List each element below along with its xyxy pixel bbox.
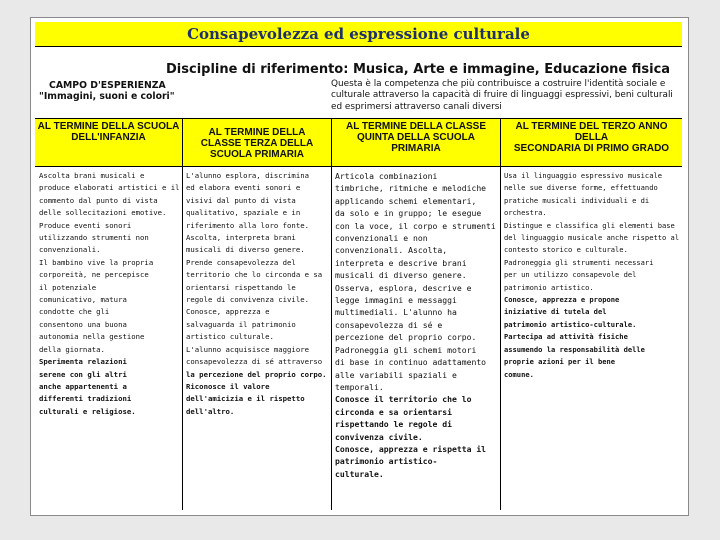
table-line: per un utilizzo consapevole del <box>504 270 637 280</box>
table-line: da solo e in gruppo; le esegue <box>335 208 482 219</box>
column-body-quinta <box>335 170 499 480</box>
table-line: Conosce il territorio che lo <box>335 394 472 405</box>
table-line: contesto storico e culturale. <box>504 245 628 255</box>
column-body-infanzia <box>39 170 181 418</box>
table-line: Produce eventi sonori <box>39 220 132 230</box>
table-line: Riconosce il valore <box>186 381 270 391</box>
table-line: Conosce, apprezza e <box>186 307 270 317</box>
column-divider <box>500 118 501 510</box>
table-line: delle sollecitazioni emotive. <box>39 208 167 218</box>
table-line: convenzionali. Ascolta, <box>335 245 448 256</box>
column-divider <box>182 118 183 510</box>
table-line: Il bambino vive la propria <box>39 257 154 267</box>
table-line: Conosce, apprezza e rispetta il <box>335 443 487 454</box>
table-line: L'alunno esplora, discrimina <box>186 171 310 180</box>
table-line: musicali di diverso genere. <box>186 245 305 255</box>
table-line: della giornata. <box>39 344 105 354</box>
column-body-terza <box>186 170 330 418</box>
table-line: timbriche, ritmiche e melodiche <box>335 183 487 194</box>
table-line: musicali di diverso genere. <box>335 270 467 281</box>
table-line: Prende consapevolezza del <box>186 257 296 267</box>
column-header-terza: AL TERMINE DELLA CLASSE TERZA DELLA SCUOLA PRIMARIA <box>183 118 331 167</box>
table-line: convenzionali. <box>39 245 101 255</box>
table-line: artistico culturale. <box>186 332 274 342</box>
table-line: temporali. <box>335 381 384 392</box>
table-line: alle variabili spaziali e <box>335 369 457 380</box>
campo-subtitle: "Immagini, suoni e colori" <box>39 91 175 102</box>
table-line: convenzionali e non <box>335 233 428 244</box>
table-line: Ascolta, interpreta brani <box>186 233 296 243</box>
table-line: salvaguarda il patrimonio <box>186 319 296 329</box>
table-line: patrimonio artistico. <box>504 282 594 292</box>
table-line: comunicativo, matura <box>39 295 127 305</box>
table-line: visivi dal punto di vista <box>186 195 296 205</box>
table-line: Articola combinazioni <box>335 171 438 181</box>
table-line: regole di convivenza civile. <box>186 295 310 305</box>
table-line: applicando schemi elementari, <box>335 195 477 206</box>
competence-table <box>35 118 682 510</box>
table-line: nelle sue diverse forme, effettuando <box>504 183 658 193</box>
table-line: riferimento alla loro fonte. <box>186 220 310 230</box>
disciplines-subtitle: Discipline di riferimento: Musica, Arte e immagine, Educazione fisica <box>166 62 671 77</box>
column-divider <box>331 118 332 510</box>
table-line: Padroneggia gli schemi motori <box>335 344 477 355</box>
table-line: Ascolta brani musicali e <box>39 171 145 180</box>
table-line: proprie azioni per il bene <box>504 357 616 367</box>
table-line: autonomia nella gestione <box>39 332 145 342</box>
competence-description <box>331 79 686 113</box>
table-line: anche appartenenti a <box>39 381 127 391</box>
table-line: dell'amicizia e il rispetto <box>186 394 305 404</box>
document-page <box>30 17 689 516</box>
table-line: orchestra. <box>504 208 547 218</box>
table-line: patrimonio artistico- <box>335 456 438 467</box>
table-line: utilizzando strumenti non <box>39 233 149 243</box>
table-line: Partecipa ad attività fisiche <box>504 332 628 342</box>
table-line: orientarsi rispettando le <box>186 282 296 292</box>
table-line: pratiche musicali individuali e di <box>504 195 650 205</box>
campo-title: CAMPO D'ESPERIENZA <box>49 80 166 91</box>
table-line: Conosce, apprezza e propone <box>504 295 620 305</box>
table-line: Sperimenta relazioni <box>39 357 127 367</box>
column-header-infanzia: AL TERMINE DELLA SCUOLA DELL'INFANZIA <box>35 118 182 167</box>
table-line: territorio che lo circonda e sa <box>186 270 323 280</box>
table-line: il potenziale <box>39 282 97 292</box>
table-line: comune. <box>504 369 534 379</box>
table-line: culturale. <box>335 468 384 479</box>
description-line: Questa è la competenza che più contribuisce a costruire l'identità sociale e <box>331 79 666 89</box>
table-line: consapevolezza di sé e <box>335 319 443 330</box>
campo-esperienza <box>39 80 209 102</box>
table-line: ed elabora eventi sonori e <box>186 183 301 193</box>
table-line: qualitativo, spaziale e in <box>186 208 301 218</box>
table-line: Osserva, esplora, descrive e <box>335 282 472 293</box>
table-line: consentono una buona <box>39 319 127 329</box>
table-line: produce elaborati artistici e il <box>39 183 180 193</box>
table-line: Usa il linguaggio espressivo musicale <box>504 171 663 180</box>
table-line: L'alunno acquisisce maggiore <box>186 344 310 354</box>
table-line: consapevolezza di sé attraverso <box>186 357 323 367</box>
table-line: condotte che gli <box>39 307 110 317</box>
table-line: con la voce, il corpo e strumenti <box>335 220 496 231</box>
table-line: patrimonio artistico-culturale. <box>504 319 637 329</box>
table-line: assumendo la responsabilità delle <box>504 344 645 354</box>
column-header-quinta: AL TERMINE DELLA CLASSE QUINTA DELLA SCUOLA PRIMARIA <box>332 118 500 167</box>
table-line: differenti tradizioni <box>39 394 132 404</box>
table-line: commento dal punto di vista <box>39 195 158 205</box>
table-line: dell'altro. <box>186 406 235 416</box>
table-line: rispettando le regole di <box>335 419 452 430</box>
table-line: iniziative di tutela del <box>504 307 607 317</box>
table-line: convivenza civile. <box>335 431 423 442</box>
table-line: serene con gli altri <box>39 369 127 379</box>
table-line: multimediali. L'alunno ha <box>335 307 457 318</box>
table-line: del linguaggio musicale anche rispetto al <box>504 233 680 243</box>
description-line: ed esprimersi attraverso canali diversi <box>331 101 502 112</box>
table-line: di base in continuo adattamento <box>335 357 487 368</box>
table-line: culturali e religiose. <box>39 406 136 416</box>
table-line: interpreta e descrive brani <box>335 257 467 268</box>
table-line: Padroneggia gli strumenti necessari <box>504 257 654 267</box>
column-body-secondaria <box>504 170 681 381</box>
table-line: circonda e sa orientarsi <box>335 406 452 417</box>
table-line: percezione del proprio corpo. <box>335 332 477 343</box>
description-line: culturale attraverso la capacità di fruire di linguaggi espressivi, beni culturali <box>331 90 673 101</box>
table-line: la percezione del proprio corpo. <box>186 369 327 379</box>
table-line: legge immagini e messaggi <box>335 295 457 306</box>
table-line: Distingue e classifica gli elementi base <box>504 220 675 230</box>
page-title: Consapevolezza ed espressione culturale <box>35 22 682 47</box>
table-line: corporeità, ne percepisce <box>39 270 149 280</box>
column-header-secondaria: AL TERMINE DEL TERZO ANNO DELLA SECONDARIA DI PRIMO GRADO <box>501 118 682 167</box>
